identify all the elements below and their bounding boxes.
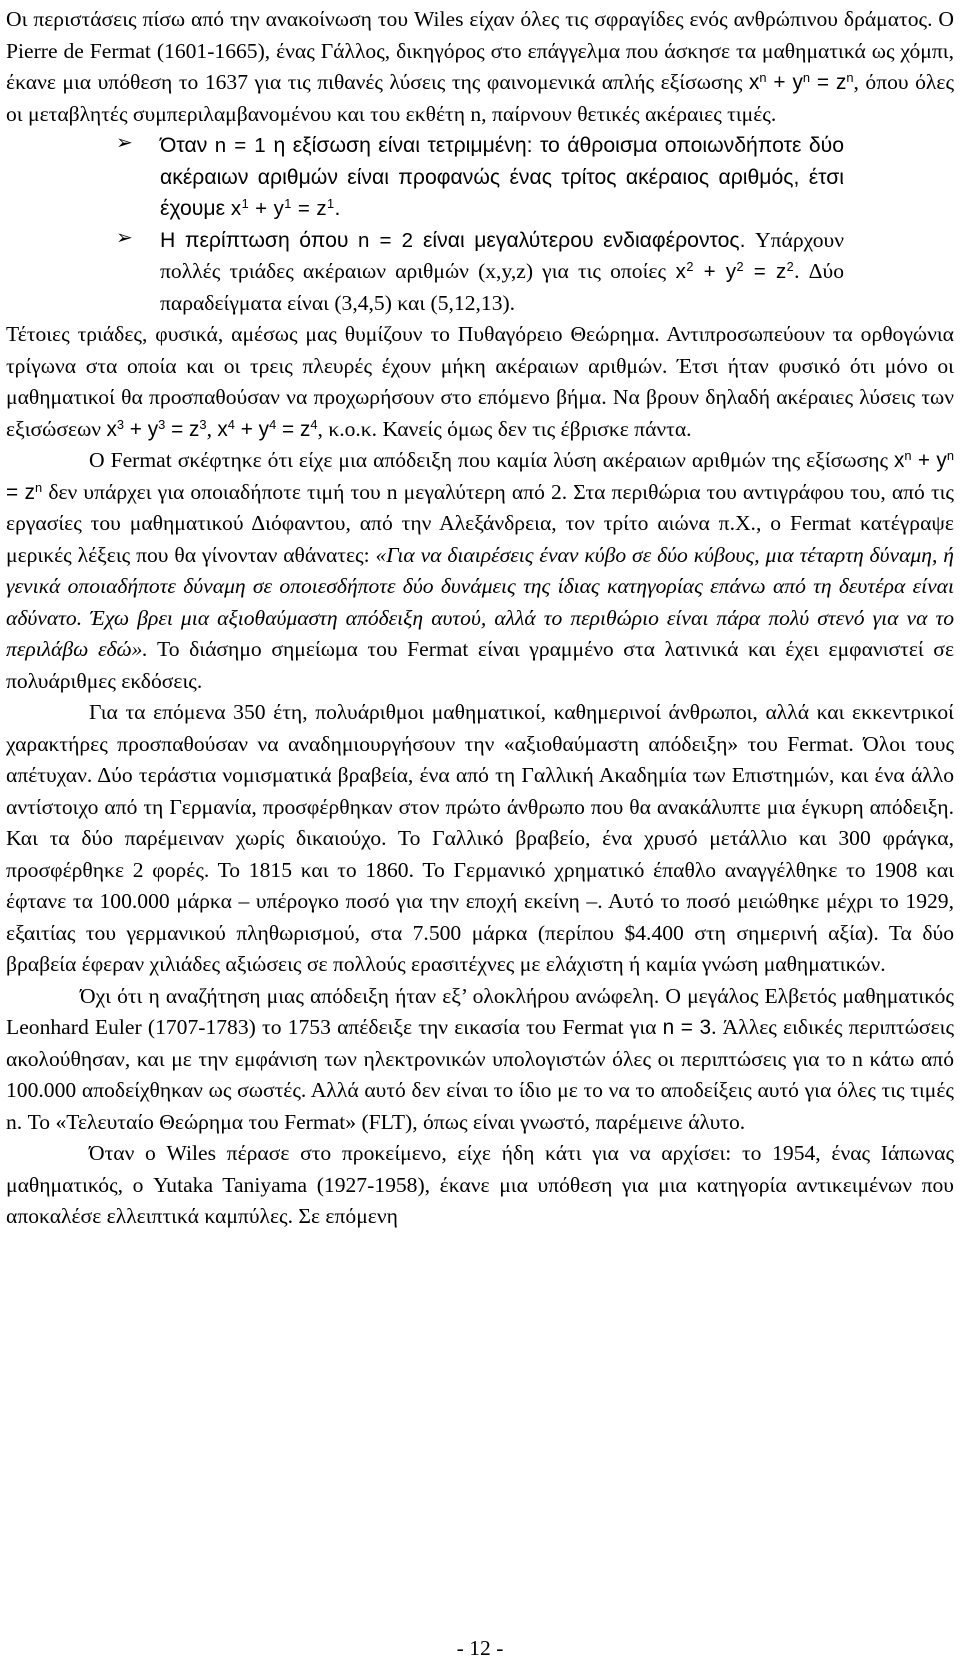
math-n-equals-2: n = 2 <box>357 228 414 252</box>
fermat-quote: «Για να διαιρέσεις έναν κύβο σε δύο κύβους, μια τέταρτη δύναμη, ή γενικά οποιαδήποτε δύναμη σε οποιεσδήποτε δύο δυνάμεις της ίδιας κατηγορίας επάνω από τη δευτέρα είναι αδύνατο. Έχω βρει μια αξιοθαύμαστη απόδειξη αυτού, αλλά το περιθώριο είναι πάρα πολύ στενό για να το περιλάβω εδώ». <box>6 542 954 661</box>
paragraph-pythagorean: Τέτοιες τριάδες, φυσικά, αμέσως μας θυμίζουν το Πυθαγόρειο Θεώρημα. Αντιπροσωπεύουν τα ορθογώνια τρίγωνα στα οποία και οι τρεις πλευρές έχουν μήκη ακέραιων αριθμών. Έτσι ήταν φυσικό ότι μόνο οι μαθηματικοί θα προσπαθούσαν να προχωρήσουν στο επόμενο βήμα. Να βρουν δηλαδή ακέραιες λύσεις των εξισώσεων $x^3 + y^3 = z^3$, $x^4 + y^4 = z^4$, κ.ο.κ. Κανείς όμως δεν τις έβρισκε πάντα. <box>6 322 954 441</box>
paragraph-fermat-note: Ο Fermat σκέφτηκε ότι είχε μια απόδειξη που καμία λύση ακέραιων αριθμών της εξίσωσης $x^n + y^n = z^n$ δεν υπάρχει για οποιαδήποτε τιμή του n μεγαλύτερη από 2. Στα περιθώρια του αντιγράφου του, από τις εργασίες του μαθηματικού Διόφαντου, από την Αλεξάνδρεια, τον τρίτο αιώνα π.Χ., ο Fermat κατέγραψε μερικές λέξεις που θα γίνονταν αθάνατες: «Για να διαιρέσεις έναν κύβο σε δύο κύβους, μια τέταρτη δύναμη, ή γενικά οποιαδήποτε δύναμη σε οποιεσδήποτε δύο δυνάμεις της ίδιας κατηγορίας επάνω από τη δευτέρα είναι αδύνατο. Έχω βρει μια αξιοθαύμαστη απόδειξη αυτού, αλλά το περιθώριο είναι πάρα πολύ στενό για να το περιλάβω εδώ». Το διάσημο σημείωμα του Fermat είναι γραμμένο στα λατινικά και έχει εμφανιστεί σε πολυάριθμες εκδόσεις. <box>6 447 955 693</box>
equation-n2: $x^2 + y^2 = z^2$ <box>675 259 795 283</box>
paragraph-prizes: Για τα επόμενα 350 έτη, πολυάριθμοι μαθηματικοί, καθημερινοί άνθρωποι, αλλά και εκκεντρικοί χαρακτήρες προσπαθούσαν να αναδημιουργήσουν την «αξιοθαύμαστη απόδειξη» του Fermat. Όλοι τους απέτυχαν. Δύο τεράστια νομισματικά βραβεία, ένα από τη Γαλλική Ακαδημία των Επιστημών, και ένα άλλο αντίστοιχο από τη Γερμανία, προσφέρθηκαν στον πρώτο άνθρωπο που θα ανακάλυπτε μια έγκυρη απόδειξη. Και τα δύο παρέμειναν χωρίς δικαιούχο. Το Γαλλικό βραβείο, ένα χρυσό μετάλλιο και 300 φράγκα, προσφέρθηκε 2 φορές. Το 1815 και το 1860. Το Γερμανικό χρηματικό έπαθλο αναγγέλθηκε το 1908 και έφτανε τα 100.000 μάρκα – υπέρογκο ποσό για την εποχή εκείνη –. Αυτό το ποσό μειώθηκε μέχρι το 1929, εξαιτίας του γερμανικού πληθωρισμού, στα 7.500 μάρκα (περίπου $4.400 στη σημερινή αξία). Τα δύο βραβεία έφεραν χιλιάδες αξιώσεις σε πολλούς ερασιτέχνες με ελάχιστη ή καμία γνώση μαθηματικών. <box>6 700 954 976</box>
math-n-equals-1: n = 1 <box>214 134 267 157</box>
arrow-bullet-icon: ➢ <box>116 130 133 154</box>
math-n-equals-3: n = 3 <box>662 1016 712 1039</box>
paragraph-intro: Οι περιστάσεις πίσω από την ανακοίνωση του Wiles είχαν όλες τις σφραγίδες ενός ανθρώπινου δράματος. Ο Pierre de Fermat (1601-1665), ένας Γάλλος, δικηγόρος στο επάγγελμα που άσκησε τα μαθηματικά ως χόμπι, έκανε μια υπόθεση το 1637 για τις πιθανές λύσεις της φαινομενικά απλής εξίσωσης $x^n + y^n = z^n$, όπου όλες οι μεταβλητές συμπεριλαμβανομένου και του εκθέτη n, παίρνουν θετικές ακέραιες τιμές. <box>6 7 954 126</box>
equation-fermat-general: $x^n + y^n = z^n$ <box>6 447 954 504</box>
paragraph-euler: Όχι ότι η αναζήτηση μιας απόδειξη ήταν εξ’ ολοκλήρου ανώφελη. Ο μεγάλος Ελβετός μαθηματικός Leonhard Euler (1707-1783) το 1753 απέδειξε την εικασία του Fermat για n = 3. Άλλες ειδικές περιπτώσεις ακολούθησαν, και με την εμφάνιση των ηλεκτρονικών υπολογιστών όλες οι περιπτώσεις για το n κάτω από 100.000 αποδείχθηκαν ως σωστές. Αλλά αυτό δεν είναι το ίδιο με το να το αποδείξεις αυτό για όλες τις τιμές n. Το «Τελευταίο Θεώρημα του Fermat» (FLT), όπως είναι γνωστό, παρέμεινε άλυτο. <box>6 983 955 1134</box>
equation-fermat: $x^n + y^n = z^n$ <box>748 69 854 94</box>
equation-fourth-powers: $x^4 + y^4 = z^4$ <box>217 416 318 441</box>
paragraph-taniyama: Όταν ο Wiles πέρασε στο προκείμενο, είχε ήδη κάτι για να αρχίσει: το 1954, ένας Ιάπωνας μαθηματικός, ο Yutaka Taniyama (1927-1958), έκανε μια υπόθεση για μια κατηγορία αντικειμένων που αποκαλέσε ελλειπτικά καμπύλες. Σε επόμενη <box>6 1141 954 1228</box>
bullet-item-n1: ➢ Όταν n = 1 η εξίσωση είναι τετριμμένη: το άθροισμα οποιωνδήποτε δύο ακέραιων αριθμών είναι προφανώς ένας τρίτος ακέραιος αριθμός, έτσι έχουμε $x^1 + y^1 = z^1$. <box>116 130 845 220</box>
arrow-bullet-icon: ➢ <box>116 224 133 249</box>
equation-n1: $x^1 + y^1 = z^1$ <box>230 196 335 220</box>
page-number: - 12 - <box>456 1636 504 1660</box>
bullet-item-n2: ➢ Η περίπτωση όπου n = 2 είναι μεγαλύτερου ενδιαφέροντος. Υπάρχουν πολλές τριάδες ακέραιων αριθμών (x,y,z) για τις οποίες $x^2 + y^2 = z^2$. Δύο παραδείγματα είναι (3,4,5) και (5,12,13). <box>116 224 845 315</box>
equation-cubes: $x^3 + y^3 = z^3$ <box>106 416 207 441</box>
bullet-list <box>0 130 960 319</box>
